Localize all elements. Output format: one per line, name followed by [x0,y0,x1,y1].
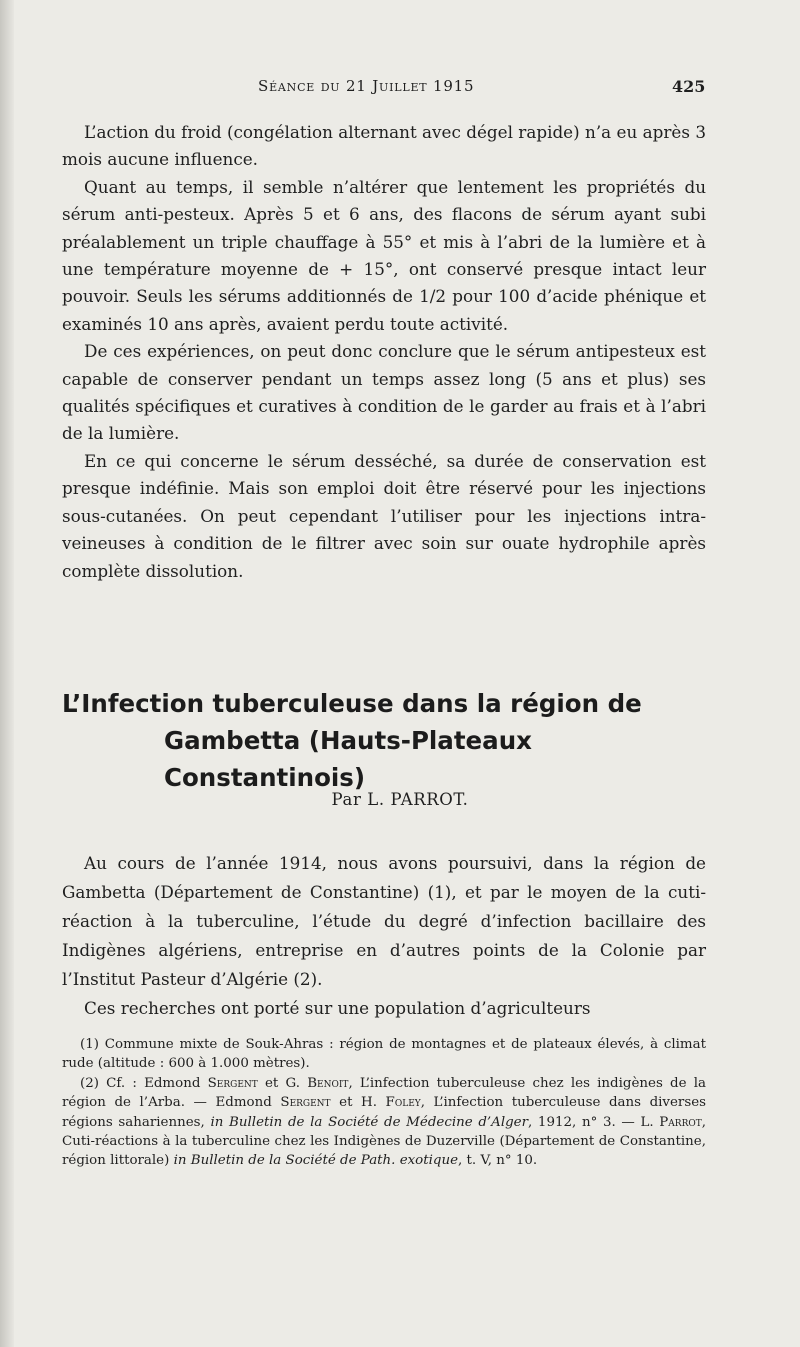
footnote-2 [62,1074,706,1171]
footnote-text: , 1912, n° 3. — L. [528,1114,660,1130]
paragraph: L’action du froid (congélation alternant avec dégel rapide) n’a eu après 3 mois aucune influence. [62,122,706,170]
paragraph: En ce qui concerne le sérum desséché, sa durée de conservation est presque indéfinie. Mais son emploi doit être réservé pour les injections sous-cutanées. On peut cependant l’utiliser pour les injections intra-veineuses à condition de le filtrer avec soin sur ouate hydrophile après complète dissolution. [62,450,706,581]
footnote-text: (2) Cf. : Edmond [80,1075,208,1091]
article-title [62,685,712,796]
footnote-text: et G. [257,1075,308,1091]
footnote-text: , L’infection tuberculeuse dans diverses régions sahariennes, [62,1095,706,1130]
footnote-text: , L’infection tuberculeuse chez les indigènes de la région de l’Arba. — Edmond [62,1075,707,1111]
article-byline: Par L. PARROT. [331,790,469,809]
paragraph: De ces expériences, on peut donc conclure que le sérum antipesteux est capable de conserver pendant un temps assez long (5 ans et plus) ses qualités spécifiques et curatives à condition de le garder au frais et à l’abri de la lumière. [62,341,706,444]
article-title-line-1: L’Infection tuberculeuse dans la région de [62,689,642,718]
paragraph: Quant au temps, il semble n’altérer que lentement les propriétés du sérum anti-pesteux. Après 5 et 6 ans, des flacons de sérum ayant subi préalablement un triple chauffage à 55° et mis à l’abri de la lumière et à une température moyenne de + 15°, ont conservé presque intact leur pouvoir. Seuls les sérums additionnés de 1/2 pour 100 d’acide phénique et examinés 10 ans après, avaient perdu toute activité. [62,176,706,334]
footnote-text: , Cuti-réactions à la tuberculine chez les Indigènes de Duzerville (Département de Constantine, région littorale) [62,1114,707,1169]
author-name: Parrot [659,1114,702,1130]
footnotes [62,1035,706,1171]
paragraph: Ces recherches ont porté sur une population d’agriculteurs [84,998,591,1018]
author-name: Benoit [307,1075,349,1091]
author-name: Foley [385,1095,421,1111]
running-head: Séance du 21 Juillet 1915 [258,77,475,95]
binding-gutter [0,0,14,1347]
article-body [62,849,706,1023]
paragraph: Au cours de l’année 1914, nous avons poursuivi, dans la région de Gambetta (Département de Constantine) (1), et par le moyen de la cuti-réaction à la tuberculine, l’étude du degré d’infection bacillaire des Indigènes algériens, entreprise en d’autres points de la Colonie par l’Institut Pasteur d’Algérie (2). [62,853,706,989]
page-header [0,77,800,103]
article-title-line-2: Gambetta (Hauts-Plateaux Constantinois) [164,726,532,792]
journal-title: in Bulletin de la Société de Médecine d’Alger [210,1114,528,1130]
journal-title: in Bulletin de la Société de Path. exotique [173,1153,459,1169]
previous-article-continuation [62,119,706,585]
author-name: Sergent [280,1095,331,1111]
page-number: 425 [672,77,706,96]
footnote-1: (1) Commune mixte de Souk-Ahras : région de montagnes et de plateaux élevés, à climat rude (altitude : 600 à 1.000 mètres). [62,1037,706,1072]
footnote-text: , t. V, n° 10. [458,1153,538,1169]
author-name: Sergent [207,1075,258,1091]
footnote-text: et H. [330,1095,386,1111]
